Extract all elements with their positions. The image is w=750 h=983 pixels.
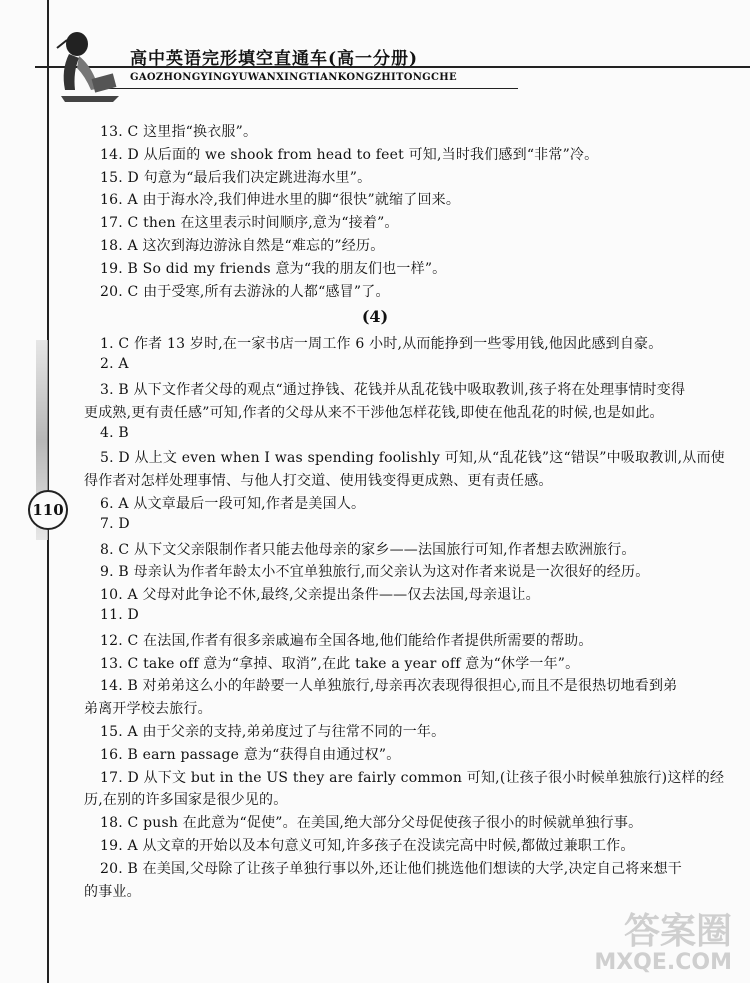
- answer-line: 5. D 从上文 even when I was spending foolishly 可知,从“乱花钱”这“错误”中吸取教训,从而使: [100, 450, 725, 467]
- answer-line: 13. C take off 意为“拿掉、取消”,在此 take a year off 意为“休学一年”。: [100, 655, 580, 672]
- answer-line: 20. B 在美国,父母除了让孩子单独行事以外,还让他们挑选他们想读的大学,决定自己将来想干: [100, 860, 683, 877]
- answer-line: 15. A 由于父亲的支持,弟弟度过了与往常不同的一年。: [100, 724, 446, 740]
- answer-line: 15. D 句意为“最后我们决定跳进海水里”。: [100, 169, 372, 186]
- watermark-url: MXQE.COM: [594, 950, 732, 975]
- answer-line: 9. B 母亲认为作者年龄太小不宜单独旅行,而父亲认为这对作者来说是一次很好的经历。: [100, 564, 650, 581]
- answer-line: 17. D 从下文 but in the US they are fairly common 可知,(让孩子很小时候单独旅行)这样的经: [100, 769, 725, 786]
- header-subrule: [108, 88, 518, 89]
- answer-line: 14. B 对弟弟这么小的年龄要一人单独旅行,母亲再次表现得很担心,而且不是很热切地看到弟: [100, 678, 678, 695]
- answer-line: 弟离开学校去旅行。: [84, 701, 212, 718]
- answer-line: 16. A 由于海水冷,我们伸进水里的脚“很快”就缩了回来。: [100, 192, 461, 209]
- answer-line: 18. A 这次到海边游泳自然是“难忘的”经历。: [100, 238, 385, 254]
- answer-line: 的事业。: [84, 883, 141, 900]
- answer-line: 7. D: [100, 515, 130, 532]
- section-heading: (4): [361, 307, 389, 327]
- watermark: [594, 911, 732, 975]
- answer-line: 3. B 从下文作者父母的观点“通过挣钱、花钱并从乱花钱中吸取教训,孩子将在处理事情时变得: [100, 382, 686, 398]
- answer-line: 16. B earn passage 意为“获得自由通过权”。: [100, 746, 401, 763]
- answer-line: 19. B So did my friends 意为“我的朋友们也一样”。: [100, 260, 447, 277]
- header-pinyin: GAOZHONGYINGYUWANXINGTIANKONGZHITONGCHE: [130, 72, 457, 83]
- answer-line: 2. A: [100, 356, 129, 373]
- answer-line: 10. A 父母对此争论不休,最终,父亲提出条件——仅去法国,母亲退让。: [100, 587, 540, 604]
- page-number: 110: [28, 490, 68, 530]
- answer-line: 8. C 从下文父亲限制作者只能去他母亲的家乡——法国旅行可知,作者想去欧洲旅行。: [100, 541, 636, 558]
- answer-line: 12. C 在法国,作者有很多亲戚遍布全国各地,他们能给作者提供所需要的帮助。: [100, 632, 593, 649]
- answer-line: 6. A 从文章最后一段可知,作者是美国人。: [100, 496, 366, 512]
- answer-line: 历,在别的许多国家是很少见的。: [84, 792, 288, 809]
- answer-line: 18. C push 在此意为“促使”。在美国,绝大部分父母促使孩子很小的时候就单独行事。: [100, 815, 643, 832]
- answer-line: 11. D: [100, 607, 139, 623]
- reading-girl-illustration-icon: [55, 30, 125, 105]
- answer-line: 13. C 这里指“换衣服”。: [100, 124, 258, 140]
- answer-line: 17. C then 在这里表示时间顺序,意为“接着”。: [100, 215, 399, 232]
- answer-line: 更成熟,更有责任感”可知,作者的父母从来不干涉他怎样花钱,即使在他乱花的时候,也是如此。: [84, 404, 664, 421]
- header-title: 高中英语完形填空直通车(高一分册): [130, 49, 419, 69]
- answer-line: 20. C 由于受寒,所有去游泳的人都“感冒”了。: [100, 283, 390, 300]
- answer-line: 19. A 从文章的开始以及本句意义可知,许多孩子在没读完高中时候,都做过兼职工作。: [100, 838, 635, 854]
- answer-line: 4. B: [100, 424, 129, 441]
- answer-line: 14. D 从后面的 we shook from head to feet 可知,当时我们感到“非常”冷。: [100, 146, 599, 163]
- watermark-logo: 答案圈: [623, 911, 732, 952]
- answer-line: 得作者对怎样处理事情、与他人打交道、使用钱变得更成熟、更有责任感。: [84, 473, 553, 490]
- answer-line: 1. C 作者 13 岁时,在一家书店一周工作 6 小时,从而能挣到一些零用钱,他因此感到自豪。: [100, 336, 663, 353]
